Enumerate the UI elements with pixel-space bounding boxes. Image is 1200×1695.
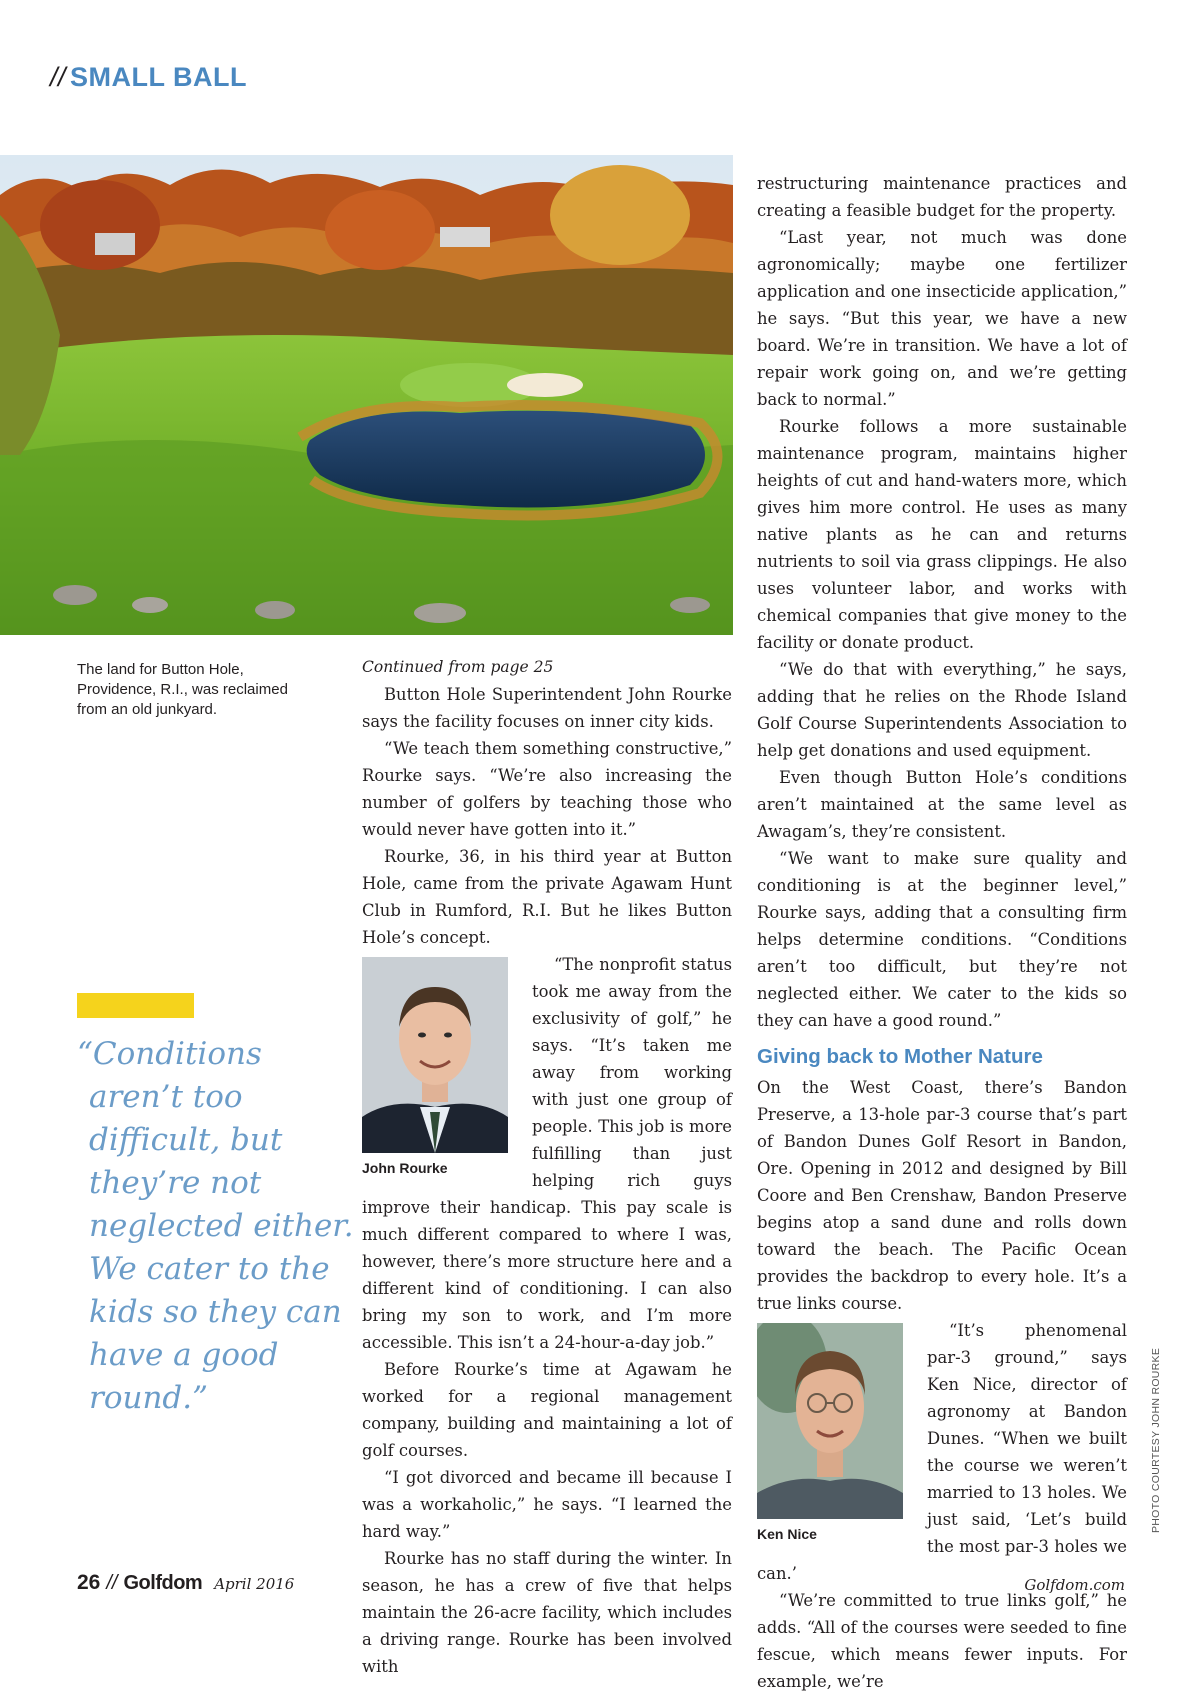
paragraph: On the West Coast, there’s Bandon Preserve, a 13-hole par-3 course that’s part of Bandon Dunes Golf Resort in Bandon, Ore. Opening in 2012 and designed by Bill Coore and Ben Crenshaw, Bandon Preserve begins atop a sand dune and rolls down toward the beach. The Pacific Ocean provides the backdrop to every hole. It’s a true links course. (757, 1078, 1127, 1313)
section-header (50, 62, 247, 93)
john-rourke-photo (362, 957, 508, 1153)
paragraph: “I got divorced and became ill because I was a workaholic,” he says. “I learned the hard way.” (362, 1468, 732, 1541)
paragraph: restructuring maintenance practices and creating a feasible budget for the property. (757, 174, 1127, 220)
pull-quote-accent-bar (77, 993, 194, 1018)
pull-quote: “Conditions aren’t too difficult, but they’re not neglected either. We cater to the kids so they can have a good round.” (77, 1036, 354, 1416)
magazine-name: Golfdom (123, 1572, 203, 1594)
paragraph: Rourke follows a more sustainable maintenance program, maintains higher heights of cut and hand-waters more, which gives him more control. He uses as many native plants as he can and returns nutrients to soil via grass clippings. He also uses volunteer labor, and works with chemical companies that give money to the facility or donate product. (757, 417, 1127, 652)
paragraph: “We do that with everything,” he says, adding that he relies on the Rhode Island Golf Course Superintendents Association to help get donations and used equipment. (757, 660, 1127, 760)
golf-course-photo (0, 155, 733, 635)
john-rourke-label: John Rourke (362, 1160, 448, 1176)
photo-credit (1150, 1347, 1162, 1543)
issue-date: April 2016 (214, 1575, 295, 1593)
ken-nice-label: Ken Nice (757, 1526, 817, 1542)
ken-nice-photo-block (757, 1323, 915, 1545)
ken-nice-photo (757, 1323, 903, 1519)
header-slashes: // (50, 62, 67, 92)
subheading: Giving back to Mother Nature (757, 1045, 1043, 1068)
article-column-middle (362, 654, 732, 1680)
paragraph: Rourke has no staff during the winter. In season, he has a crew of five that helps maintain the 26-acre facility, which includes a driving range. Rourke has been involved with (362, 1549, 732, 1676)
photo-credit-text: PHOTO COURTESY JOHN ROURKE (1150, 1347, 1162, 1533)
photo-caption: The land for Button Hole, Providence, R.I., was reclaimed from an old junkyard. (77, 661, 288, 718)
footer-separator: // (106, 1572, 118, 1594)
footer-left (77, 1571, 294, 1595)
paragraph: “The nonprofit status took me away from the exclusivity of golf,” he says. “It’s taken me away from working with just one group of people. This job is more fulfilling than just helping rich guys improve their handicap. This pay scale is much different compared to where I was, however, there’s more structure here and a different kind of conditioning. I can also bring my son to work, and I’m more accessible. This isn’t a 24-hour-a-day job.” (362, 955, 732, 1352)
john-rourke-photo-block (362, 957, 520, 1179)
paragraph: Even though Button Hole’s conditions aren’t maintained at the same level as Awagam’s, they’re consistent. (757, 768, 1127, 841)
paragraph: “We want to make sure quality and conditioning is at the beginner level,” Rourke says, adding that a consulting firm helps determine conditions. “Conditions aren’t too difficult, but they’re not neglected either. We cater to the kids so they can have a good round.” (757, 849, 1127, 1030)
section-title: SMALL BALL (70, 62, 247, 92)
article-column-right (757, 170, 1127, 1695)
page-number: 26 (77, 1571, 101, 1594)
continued-note: Continued from page 25 (362, 658, 554, 676)
paragraph: Rourke, 36, in his third year at Button Hole, came from the private Agawam Hunt Club in Rumford, R.I. But he likes Button Hole’s concept. (362, 847, 732, 947)
paragraph: “It’s phenomenal par-3 ground,” says Ken Nice, director of agronomy at Bandon Dunes. “When we built the course we weren’t married to 13 holes. We just said, ‘Let’s build the most par-3 holes we can.’ (757, 1321, 1127, 1583)
paragraph: “We’re committed to true links golf,” he adds. “All of the courses were seeded to fine fescue, which means fewer inputs. For example, we’re (757, 1591, 1127, 1691)
paragraph: “Last year, not much was done agronomically; maybe one fertilizer application and one insecticide application,” he says. “But this year, we have a new board. We’re in transition. We have a lot of repair work going on, and we’re getting back to normal.” (757, 228, 1127, 409)
paragraph: Before Rourke’s time at Agawam he worked for a regional management company, building and maintaining a lot of golf courses. (362, 1360, 732, 1460)
paragraph: Button Hole Superintendent John Rourke says the facility focuses on inner city kids. (362, 685, 732, 731)
paragraph: “We teach them something constructive,” Rourke says. “We’re also increasing the number of golfers by teaching those who would never have gotten into it.” (362, 739, 732, 839)
website-url: Golfdom.com (1024, 1576, 1125, 1594)
